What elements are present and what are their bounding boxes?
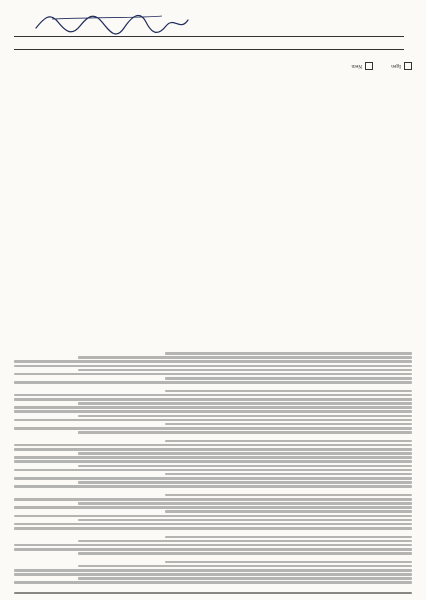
text-line (14, 419, 412, 422)
text-line (78, 431, 412, 434)
text-line (78, 415, 412, 418)
text-line (14, 548, 412, 551)
text-line (14, 477, 412, 480)
handwritten-signature-icon (32, 12, 192, 38)
text-line (78, 402, 412, 405)
checkbox-no-box[interactable] (365, 62, 373, 70)
checkbox-yes[interactable] (391, 62, 412, 70)
document-section (14, 440, 412, 488)
text-line (14, 506, 412, 509)
text-line (14, 406, 412, 409)
text-line (165, 390, 412, 393)
text-line (78, 502, 412, 505)
text-line (14, 373, 412, 376)
form-row-1 (14, 49, 412, 56)
text-line (165, 352, 412, 355)
text-line (14, 394, 412, 397)
consent-checkboxes (14, 62, 412, 70)
text-line (14, 569, 412, 572)
document-section (14, 494, 412, 530)
document-section (14, 561, 412, 584)
text-line (78, 552, 412, 555)
text-line (78, 540, 412, 543)
text-line (14, 381, 412, 384)
checkbox-yes-label: Igen (391, 63, 401, 69)
checkbox-no[interactable] (352, 62, 374, 70)
text-line (165, 494, 412, 497)
document-section (14, 390, 412, 434)
text-line (14, 398, 412, 401)
text-line (14, 527, 412, 530)
text-line (78, 565, 412, 568)
text-line (14, 515, 412, 518)
text-line (165, 561, 412, 564)
text-line (165, 377, 412, 380)
text-line (78, 519, 412, 522)
form-row-1-line[interactable] (14, 49, 404, 56)
text-line (14, 544, 412, 547)
checkbox-yes-box[interactable] (404, 62, 412, 70)
header-line (14, 590, 412, 596)
text-line (165, 423, 412, 426)
text-line (14, 485, 412, 488)
text-line (78, 452, 412, 455)
document-section (14, 536, 412, 555)
text-line (14, 365, 412, 368)
text-line (14, 427, 412, 430)
text-line (14, 573, 412, 576)
text-line (165, 473, 412, 476)
text-line (14, 456, 412, 459)
text-line (78, 465, 412, 468)
text-line (78, 481, 412, 484)
text-line (14, 581, 412, 584)
checkbox-no-label: Nem (351, 63, 363, 69)
text-line (165, 440, 412, 443)
text-line (14, 410, 412, 413)
text-line (14, 448, 412, 451)
text-line (14, 444, 412, 447)
text-line (14, 498, 412, 501)
text-line (14, 523, 412, 526)
document-body (14, 352, 412, 584)
text-line (14, 360, 412, 363)
text-line (14, 469, 412, 472)
text-line (78, 577, 412, 580)
text-line (165, 536, 412, 539)
signature-area (14, 6, 412, 76)
text-line (165, 510, 412, 513)
text-line (78, 369, 412, 372)
text-line (14, 460, 412, 463)
document-section (14, 352, 412, 384)
text-line (78, 356, 412, 359)
